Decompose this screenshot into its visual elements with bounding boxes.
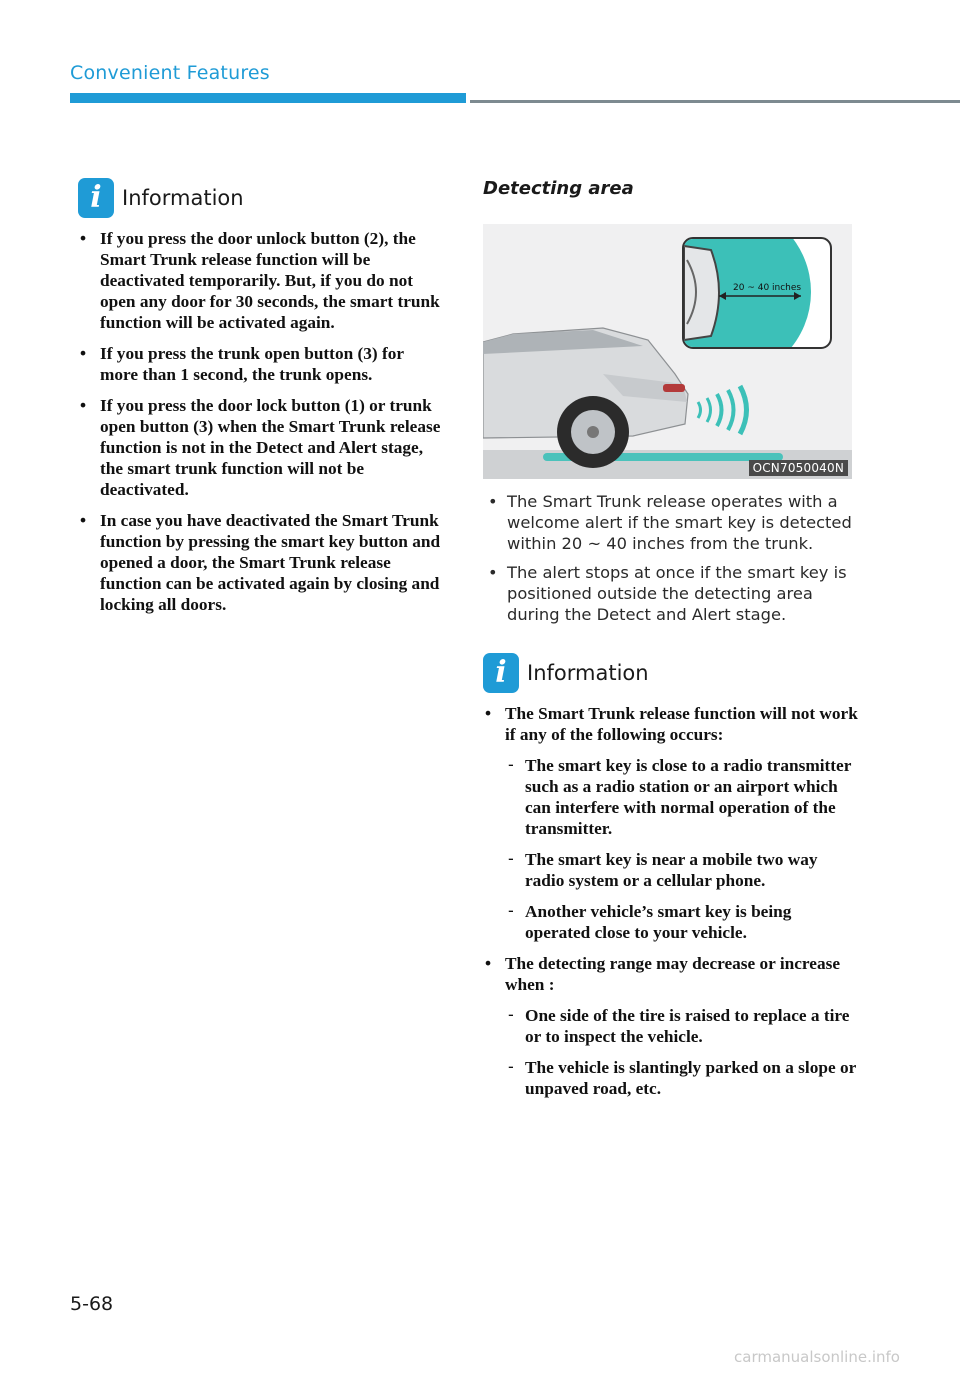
info-list bbox=[78, 228, 443, 615]
list-item: • If you press the trunk open button (3) for more than 1 second, the trunk opens. bbox=[78, 343, 443, 385]
info-section-2 bbox=[483, 651, 858, 1099]
sub-list-item: - One side of the tire is raised to replace a tire or to inspect the vehicle. bbox=[505, 1005, 858, 1047]
info-icon: i bbox=[78, 178, 114, 218]
detecting-area-figure bbox=[483, 224, 852, 479]
right-column bbox=[483, 176, 858, 1109]
watermark: carmanualsonline.info bbox=[734, 1348, 900, 1366]
sub-list-item: - The vehicle is slantingly parked on a slope or unpaved road, etc. bbox=[505, 1057, 858, 1099]
sub-list-item: - The smart key is near a mobile two way radio system or a cellular phone. bbox=[505, 849, 858, 891]
info-title: Information bbox=[122, 186, 244, 210]
info-icon: i bbox=[483, 653, 519, 693]
list-item: • In case you have deactivated the Smart Trunk function by pressing the smart key button and opened a door, the Smart Trunk release function can be activated again by closing and locking all doors. bbox=[78, 510, 443, 615]
car-illustration bbox=[483, 224, 852, 479]
list-item bbox=[483, 953, 858, 1099]
list-item bbox=[483, 703, 858, 943]
info-title: Information bbox=[527, 661, 649, 685]
range-label: 20 ~ 40 inches bbox=[733, 283, 802, 293]
header-rule-gray bbox=[470, 100, 960, 103]
page-number: 5-68 bbox=[70, 1293, 114, 1315]
info-list bbox=[483, 703, 858, 1099]
sub-list bbox=[505, 755, 858, 943]
info-heading bbox=[78, 176, 443, 220]
sub-list-item: - Another vehicle’s smart key is being operated close to your vehicle. bbox=[505, 901, 858, 943]
detecting-area-list bbox=[483, 491, 858, 625]
list-item-text: The detecting range may decrease or increase when : bbox=[505, 954, 840, 994]
list-item: • The alert stops at once if the smart key is positioned outside the detecting area during the Detect and Alert stage. bbox=[483, 562, 858, 625]
detecting-area-heading: Detecting area bbox=[483, 178, 634, 199]
header-rule-accent bbox=[70, 93, 466, 103]
sub-list-item: - The smart key is close to a radio transmitter such as a radio station or an airport which can interfere with normal operation of the transmitter. bbox=[505, 755, 858, 839]
list-item: • The Smart Trunk release operates with a welcome alert if the smart key is detected within 20 ~ 40 inches from the trunk. bbox=[483, 491, 858, 554]
list-item: • If you press the door lock button (1) or trunk open button (3) when the Smart Trunk release function is not in the Detect and Alert stage, the smart trunk function will not be deactivated. bbox=[78, 395, 443, 500]
list-item: • If you press the door unlock button (2), the Smart Trunk release function will be deactivated temporarily. But, if you do not open any door for 30 seconds, the smart trunk function will be activated again. bbox=[78, 228, 443, 333]
sub-list bbox=[505, 1005, 858, 1099]
section-title: Convenient Features bbox=[70, 62, 270, 84]
list-item-text: The Smart Trunk release function will not work if any of the following occurs: bbox=[505, 704, 858, 744]
info-heading bbox=[483, 651, 858, 695]
figure-code: OCN7050040N bbox=[749, 460, 848, 476]
left-column bbox=[78, 176, 443, 625]
